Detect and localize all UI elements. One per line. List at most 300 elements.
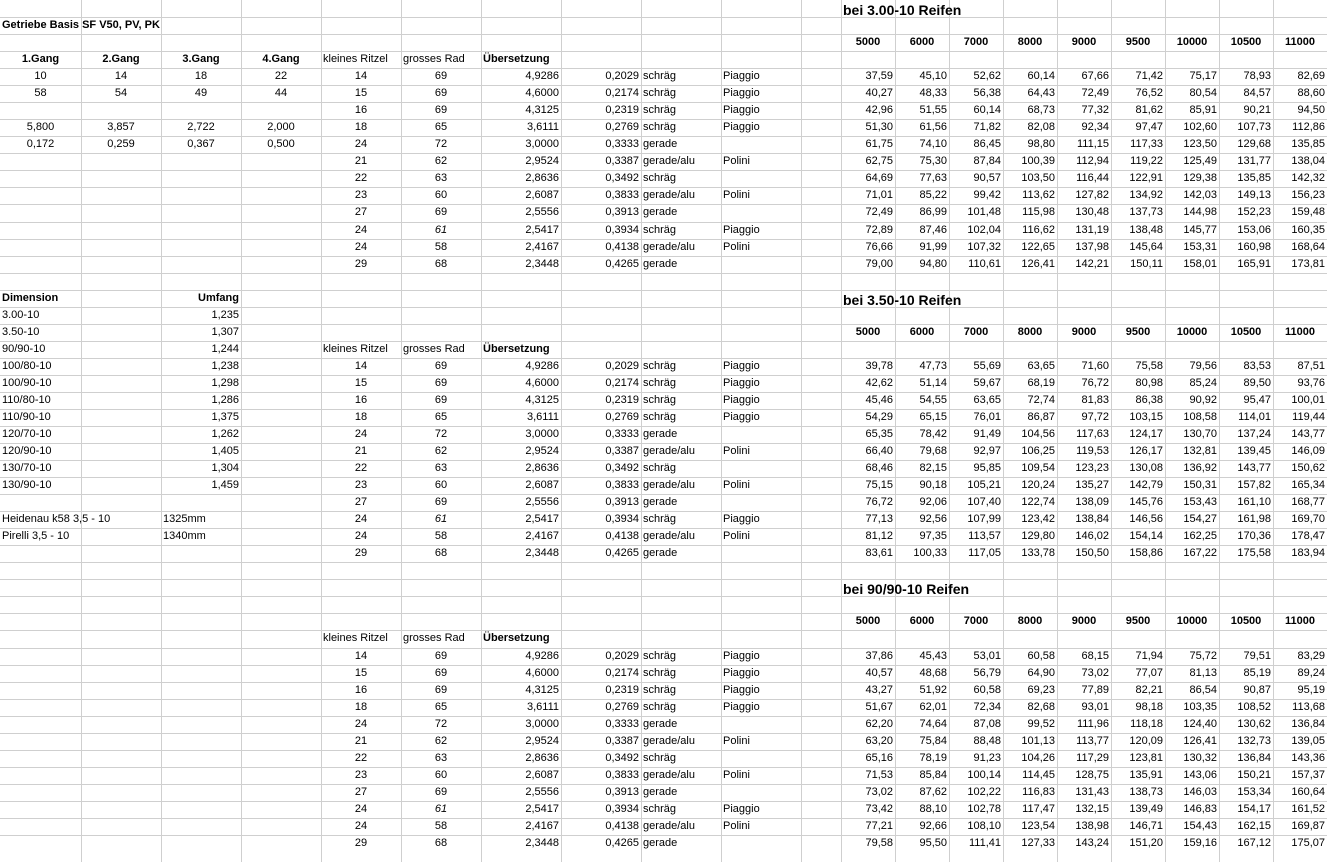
rad-value[interactable]: 65 bbox=[434, 701, 448, 713]
speed-value[interactable]: 56,38 bbox=[973, 87, 1001, 99]
speed-value[interactable]: 92,56 bbox=[919, 513, 947, 525]
speed-value[interactable]: 45,46 bbox=[865, 394, 893, 406]
umfang-value[interactable]: 1,238 bbox=[211, 360, 239, 372]
speed-value[interactable]: 95,19 bbox=[1297, 684, 1325, 696]
speed-value[interactable]: 175,58 bbox=[1237, 547, 1271, 559]
speed-value[interactable]: 131,77 bbox=[1237, 155, 1271, 167]
umfang-value[interactable]: 1,298 bbox=[211, 377, 239, 389]
manufacturer[interactable]: Piaggio bbox=[723, 667, 760, 679]
uebersetzung-value[interactable]: 2,4167 bbox=[525, 820, 559, 832]
speed-value[interactable]: 122,65 bbox=[1021, 241, 1055, 253]
speed-value[interactable]: 97,72 bbox=[1081, 411, 1109, 423]
speed-value[interactable]: 139,05 bbox=[1291, 735, 1325, 747]
ritzel-value[interactable]: 29 bbox=[354, 258, 368, 270]
uebersetzung-value[interactable]: 2,5556 bbox=[525, 786, 559, 798]
rpm-header[interactable]: 5000 bbox=[855, 326, 881, 338]
rad-header[interactable]: grosses Rad bbox=[403, 343, 465, 355]
tire-model-umfang[interactable]: 1340mm bbox=[163, 530, 206, 542]
speed-value[interactable]: 61,56 bbox=[919, 121, 947, 133]
speed-value[interactable]: 75,72 bbox=[1189, 650, 1217, 662]
speed-value[interactable]: 142,21 bbox=[1075, 258, 1109, 270]
umfang-value[interactable]: 1,304 bbox=[211, 462, 239, 474]
speed-value[interactable]: 129,80 bbox=[1021, 530, 1055, 542]
speed-value[interactable]: 132,81 bbox=[1183, 445, 1217, 457]
tire-model-label[interactable]: Pirelli 3,5 - 10 bbox=[2, 530, 70, 542]
speed-value[interactable]: 88,60 bbox=[1297, 87, 1325, 99]
gear-value[interactable]: 18 bbox=[194, 70, 208, 82]
speed-value[interactable]: 100,14 bbox=[967, 769, 1001, 781]
rad-value[interactable]: 69 bbox=[434, 360, 448, 372]
speed-value[interactable]: 167,12 bbox=[1237, 837, 1271, 849]
speed-value[interactable]: 131,43 bbox=[1075, 786, 1109, 798]
speed-value[interactable]: 178,47 bbox=[1291, 530, 1325, 542]
speed-value[interactable]: 107,40 bbox=[967, 496, 1001, 508]
sheet-title[interactable]: Getriebe Basis SF V50, PV, PK bbox=[2, 19, 160, 31]
uebersetzung-value[interactable]: 4,3125 bbox=[525, 394, 559, 406]
speed-value[interactable]: 154,27 bbox=[1183, 513, 1217, 525]
speed-value[interactable]: 153,31 bbox=[1183, 241, 1217, 253]
gear-value[interactable] bbox=[161, 102, 241, 119]
speed-value[interactable]: 167,22 bbox=[1183, 547, 1217, 559]
ratio-value[interactable]: 0,2769 bbox=[605, 121, 639, 133]
section-title[interactable]: bei 3.50-10 Reifen bbox=[843, 292, 962, 308]
speed-value[interactable]: 66,40 bbox=[865, 445, 893, 457]
gear-type[interactable]: gerade bbox=[643, 786, 678, 798]
gear-value[interactable]: 10 bbox=[34, 70, 47, 82]
speed-value[interactable]: 111,41 bbox=[968, 837, 1001, 849]
speed-value[interactable]: 79,56 bbox=[1189, 360, 1217, 372]
speed-value[interactable]: 175,07 bbox=[1291, 837, 1325, 849]
speed-value[interactable]: 114,45 bbox=[1022, 769, 1055, 781]
speed-value[interactable]: 145,77 bbox=[1183, 224, 1217, 236]
section-title[interactable]: bei 3.00-10 Reifen bbox=[843, 2, 962, 18]
speed-value[interactable]: 124,40 bbox=[1183, 718, 1217, 730]
gear-type[interactable]: gerade/alu bbox=[643, 241, 695, 253]
uebersetzung-value[interactable]: 3,0000 bbox=[525, 428, 559, 440]
speed-value[interactable]: 133,78 bbox=[1021, 547, 1055, 559]
speed-value[interactable]: 154,17 bbox=[1237, 803, 1271, 815]
gear-type[interactable]: schräg bbox=[643, 104, 677, 116]
speed-value[interactable]: 101,13 bbox=[1021, 735, 1055, 747]
rad-value[interactable]: 62 bbox=[434, 155, 448, 167]
speed-value[interactable]: 77,21 bbox=[865, 820, 893, 832]
rpm-header[interactable]: 6000 bbox=[909, 615, 935, 627]
speed-value[interactable]: 156,23 bbox=[1291, 189, 1325, 201]
speed-value[interactable]: 51,30 bbox=[865, 121, 893, 133]
speed-value[interactable]: 83,53 bbox=[1243, 360, 1271, 372]
rpm-header[interactable]: 9000 bbox=[1071, 36, 1097, 48]
speed-value[interactable]: 161,52 bbox=[1291, 803, 1325, 815]
speed-value[interactable]: 123,42 bbox=[1021, 513, 1055, 525]
speed-value[interactable]: 120,24 bbox=[1021, 479, 1055, 491]
gear-type[interactable]: gerade bbox=[643, 258, 678, 270]
manufacturer[interactable]: Polini bbox=[723, 241, 750, 253]
ratio-value[interactable]: 0,2174 bbox=[605, 667, 639, 679]
speed-value[interactable]: 85,22 bbox=[919, 189, 947, 201]
uebersetzung-value[interactable]: 3,6111 bbox=[526, 411, 559, 423]
rad-value[interactable]: 69 bbox=[434, 684, 448, 696]
rad-value[interactable]: 61 bbox=[434, 224, 448, 236]
speed-value[interactable]: 79,68 bbox=[919, 445, 947, 457]
speed-value[interactable]: 169,70 bbox=[1291, 513, 1325, 525]
rpm-header[interactable]: 9000 bbox=[1071, 326, 1097, 338]
uebersetzung-value[interactable]: 2,9524 bbox=[525, 445, 559, 457]
speed-value[interactable]: 48,33 bbox=[919, 87, 947, 99]
speed-value[interactable]: 130,70 bbox=[1183, 428, 1217, 440]
manufacturer[interactable]: Polini bbox=[723, 820, 750, 832]
speed-value[interactable]: 73,02 bbox=[865, 786, 893, 798]
speed-value[interactable]: 94,80 bbox=[919, 258, 947, 270]
speed-value[interactable]: 82,15 bbox=[919, 462, 947, 474]
speed-value[interactable]: 115,98 bbox=[1022, 206, 1055, 218]
rad-header[interactable]: grosses Rad bbox=[403, 632, 465, 644]
umfang-value[interactable]: 1,307 bbox=[211, 326, 239, 338]
rad-value[interactable]: 65 bbox=[434, 121, 448, 133]
ritzel-value[interactable]: 14 bbox=[354, 360, 368, 372]
speed-value[interactable]: 112,94 bbox=[1076, 155, 1109, 167]
speed-value[interactable]: 130,08 bbox=[1129, 462, 1163, 474]
speed-value[interactable]: 119,22 bbox=[1130, 155, 1163, 167]
ritzel-header[interactable]: kleines Ritzel bbox=[323, 53, 388, 65]
speed-value[interactable]: 59,67 bbox=[973, 377, 1001, 389]
uebersetzung-value[interactable]: 4,6000 bbox=[525, 87, 559, 99]
speed-value[interactable]: 119,53 bbox=[1076, 445, 1109, 457]
gear-value[interactable]: 5,800 bbox=[26, 121, 55, 133]
speed-value[interactable]: 144,98 bbox=[1183, 206, 1217, 218]
speed-value[interactable]: 76,72 bbox=[1081, 377, 1109, 389]
speed-value[interactable]: 145,76 bbox=[1129, 496, 1163, 508]
uebersetzung-value[interactable]: 2,5556 bbox=[525, 496, 559, 508]
speed-value[interactable]: 91,23 bbox=[973, 752, 1001, 764]
speed-value[interactable]: 117,63 bbox=[1076, 428, 1109, 440]
speed-value[interactable]: 102,78 bbox=[967, 803, 1001, 815]
ritzel-value[interactable]: 29 bbox=[354, 547, 368, 559]
gear-type[interactable]: gerade/alu bbox=[643, 445, 695, 457]
speed-value[interactable]: 92,06 bbox=[919, 496, 947, 508]
ratio-value[interactable]: 0,3913 bbox=[605, 206, 639, 218]
ratio-value[interactable]: 0,2029 bbox=[605, 70, 639, 82]
speed-value[interactable]: 100,39 bbox=[1021, 155, 1055, 167]
speed-value[interactable]: 68,15 bbox=[1081, 650, 1109, 662]
speed-value[interactable]: 87,84 bbox=[973, 155, 1001, 167]
speed-value[interactable]: 45,43 bbox=[919, 650, 947, 662]
speed-value[interactable]: 150,62 bbox=[1291, 462, 1325, 474]
rpm-header[interactable]: 10000 bbox=[1176, 615, 1208, 627]
uebersetzung-value[interactable]: 2,9524 bbox=[525, 155, 559, 167]
dimension-label[interactable]: 3.00-10 bbox=[2, 309, 40, 321]
speed-value[interactable]: 100,01 bbox=[1291, 394, 1325, 406]
manufacturer[interactable]: Piaggio bbox=[723, 377, 760, 389]
speed-value[interactable]: 103,15 bbox=[1129, 411, 1163, 423]
ritzel-header[interactable]: kleines Ritzel bbox=[323, 343, 388, 355]
gear-value[interactable]: 0,367 bbox=[187, 138, 215, 150]
dimension-label[interactable]: 130/90-10 bbox=[2, 479, 52, 491]
speed-value[interactable]: 72,34 bbox=[973, 701, 1001, 713]
umfang-value[interactable]: 1,286 bbox=[211, 394, 239, 406]
gear-type[interactable]: gerade/alu bbox=[643, 820, 695, 832]
speed-value[interactable]: 98,80 bbox=[1027, 138, 1055, 150]
manufacturer[interactable]: Piaggio bbox=[723, 121, 760, 133]
uebersetzung-value[interactable]: 2,5417 bbox=[525, 513, 559, 525]
ratio-value[interactable]: 0,3333 bbox=[605, 138, 639, 150]
speed-value[interactable]: 150,50 bbox=[1075, 547, 1109, 559]
speed-value[interactable]: 68,73 bbox=[1027, 104, 1055, 116]
ritzel-header[interactable]: kleines Ritzel bbox=[323, 632, 388, 644]
speed-value[interactable]: 60,14 bbox=[1027, 70, 1055, 82]
speed-value[interactable]: 71,01 bbox=[865, 189, 893, 201]
speed-value[interactable]: 95,47 bbox=[1243, 394, 1271, 406]
speed-value[interactable]: 143,24 bbox=[1075, 837, 1109, 849]
rpm-header[interactable]: 11000 bbox=[1285, 326, 1315, 338]
speed-value[interactable]: 77,07 bbox=[1135, 667, 1163, 679]
rad-header[interactable]: grosses Rad bbox=[403, 53, 465, 65]
speed-value[interactable]: 75,15 bbox=[865, 479, 893, 491]
speed-value[interactable]: 102,60 bbox=[1183, 121, 1217, 133]
speed-value[interactable]: 150,31 bbox=[1183, 479, 1217, 491]
ritzel-value[interactable]: 27 bbox=[354, 786, 368, 798]
speed-value[interactable]: 65,15 bbox=[919, 411, 947, 423]
speed-value[interactable]: 159,48 bbox=[1291, 206, 1325, 218]
speed-value[interactable]: 77,89 bbox=[1081, 684, 1109, 696]
manufacturer[interactable] bbox=[721, 460, 801, 477]
rpm-header[interactable]: 10500 bbox=[1230, 615, 1262, 627]
speed-value[interactable]: 86,45 bbox=[973, 138, 1001, 150]
speed-value[interactable]: 113,68 bbox=[1292, 701, 1325, 713]
ratio-value[interactable]: 0,4138 bbox=[605, 820, 639, 832]
speed-value[interactable]: 137,73 bbox=[1129, 206, 1163, 218]
uebersetzung-value[interactable]: 2,8636 bbox=[525, 462, 559, 474]
ratio-value[interactable]: 0,2029 bbox=[605, 650, 639, 662]
speed-value[interactable]: 90,87 bbox=[1243, 684, 1271, 696]
speed-value[interactable]: 103,50 bbox=[1021, 172, 1055, 184]
dimension-label[interactable]: 90/90-10 bbox=[2, 343, 46, 355]
speed-value[interactable]: 127,33 bbox=[1021, 837, 1055, 849]
speed-value[interactable]: 81,12 bbox=[865, 530, 893, 542]
speed-value[interactable]: 135,91 bbox=[1129, 769, 1163, 781]
speed-value[interactable]: 123,81 bbox=[1129, 752, 1163, 764]
speed-value[interactable]: 127,82 bbox=[1075, 189, 1109, 201]
speed-value[interactable]: 130,32 bbox=[1183, 752, 1217, 764]
speed-value[interactable]: 71,60 bbox=[1081, 360, 1109, 372]
speed-value[interactable]: 135,27 bbox=[1075, 479, 1109, 491]
gear-type[interactable]: schräg bbox=[643, 172, 677, 184]
speed-value[interactable]: 142,32 bbox=[1291, 172, 1325, 184]
rad-value[interactable]: 69 bbox=[434, 87, 448, 99]
ritzel-value[interactable]: 24 bbox=[354, 241, 368, 253]
gear-header[interactable]: 3.Gang bbox=[182, 53, 220, 65]
speed-value[interactable]: 102,22 bbox=[967, 786, 1001, 798]
speed-value[interactable]: 104,56 bbox=[1021, 428, 1055, 440]
rad-value[interactable]: 61 bbox=[434, 803, 448, 815]
gear-type[interactable]: schräg bbox=[643, 87, 677, 99]
ritzel-value[interactable]: 15 bbox=[354, 667, 368, 679]
speed-value[interactable]: 126,17 bbox=[1129, 445, 1163, 457]
manufacturer[interactable]: Polini bbox=[723, 530, 750, 542]
speed-value[interactable]: 161,10 bbox=[1237, 496, 1271, 508]
rad-value[interactable]: 58 bbox=[434, 820, 448, 832]
speed-value[interactable]: 76,01 bbox=[973, 411, 1001, 423]
speed-value[interactable]: 146,56 bbox=[1129, 513, 1163, 525]
ratio-value[interactable]: 0,2319 bbox=[605, 104, 639, 116]
speed-value[interactable]: 90,92 bbox=[1189, 394, 1217, 406]
speed-value[interactable]: 88,48 bbox=[973, 735, 1001, 747]
speed-value[interactable]: 82,68 bbox=[1027, 701, 1055, 713]
manufacturer[interactable] bbox=[721, 750, 801, 767]
ritzel-value[interactable]: 16 bbox=[354, 684, 368, 696]
uebersetzung-value[interactable]: 2,3448 bbox=[525, 258, 559, 270]
manufacturer[interactable]: Piaggio bbox=[723, 104, 760, 116]
gear-type[interactable]: gerade bbox=[643, 547, 678, 559]
ritzel-value[interactable]: 24 bbox=[354, 820, 368, 832]
speed-value[interactable]: 138,98 bbox=[1075, 820, 1109, 832]
speed-value[interactable]: 160,35 bbox=[1291, 224, 1325, 236]
speed-value[interactable]: 87,51 bbox=[1297, 360, 1325, 372]
rpm-header[interactable]: 9000 bbox=[1071, 615, 1097, 627]
speed-value[interactable]: 107,99 bbox=[967, 513, 1001, 525]
rpm-header[interactable]: 5000 bbox=[855, 36, 881, 48]
speed-value[interactable]: 158,01 bbox=[1183, 258, 1217, 270]
speed-value[interactable]: 79,51 bbox=[1243, 650, 1271, 662]
rpm-header[interactable]: 9500 bbox=[1125, 36, 1151, 48]
gear-type[interactable]: schräg bbox=[643, 684, 677, 696]
gear-type[interactable]: gerade/alu bbox=[643, 530, 695, 542]
speed-value[interactable]: 160,64 bbox=[1291, 786, 1325, 798]
speed-value[interactable]: 123,54 bbox=[1021, 820, 1055, 832]
speed-value[interactable]: 47,73 bbox=[919, 360, 947, 372]
speed-value[interactable]: 37,86 bbox=[865, 650, 893, 662]
gear-value[interactable]: 49 bbox=[194, 87, 208, 99]
speed-value[interactable]: 103,35 bbox=[1183, 701, 1217, 713]
rad-value[interactable]: 69 bbox=[434, 377, 448, 389]
gear-type[interactable]: gerade bbox=[643, 496, 678, 508]
speed-value[interactable]: 71,94 bbox=[1135, 650, 1163, 662]
speed-value[interactable]: 56,79 bbox=[973, 667, 1001, 679]
ritzel-value[interactable]: 23 bbox=[354, 769, 368, 781]
umfang-value[interactable]: 1,375 bbox=[211, 411, 239, 423]
ratio-value[interactable]: 0,3333 bbox=[605, 428, 639, 440]
speed-value[interactable]: 97,35 bbox=[919, 530, 947, 542]
speed-value[interactable]: 63,65 bbox=[973, 394, 1001, 406]
speed-value[interactable]: 43,27 bbox=[865, 684, 893, 696]
speed-value[interactable]: 95,50 bbox=[919, 837, 947, 849]
speed-value[interactable]: 62,75 bbox=[865, 155, 893, 167]
manufacturer[interactable]: Piaggio bbox=[723, 70, 760, 82]
ritzel-value[interactable]: 24 bbox=[354, 530, 368, 542]
speed-value[interactable]: 129,68 bbox=[1237, 138, 1271, 150]
speed-value[interactable]: 153,06 bbox=[1237, 224, 1271, 236]
ritzel-value[interactable]: 15 bbox=[354, 87, 368, 99]
rad-value[interactable]: 68 bbox=[434, 837, 448, 849]
manufacturer[interactable]: Piaggio bbox=[723, 684, 760, 696]
gear-value[interactable]: 14 bbox=[114, 70, 128, 82]
dimension-label[interactable]: 100/90-10 bbox=[2, 377, 52, 389]
speed-value[interactable]: 183,94 bbox=[1291, 547, 1325, 559]
speed-value[interactable]: 170,36 bbox=[1237, 530, 1271, 542]
ritzel-value[interactable]: 16 bbox=[354, 394, 368, 406]
speed-value[interactable]: 40,57 bbox=[865, 667, 893, 679]
speed-value[interactable]: 42,62 bbox=[865, 377, 893, 389]
speed-value[interactable]: 143,36 bbox=[1291, 752, 1325, 764]
speed-value[interactable]: 73,42 bbox=[865, 803, 893, 815]
ratio-value[interactable]: 0,3833 bbox=[605, 189, 639, 201]
ratio-value[interactable]: 0,3387 bbox=[605, 735, 639, 747]
speed-value[interactable]: 161,98 bbox=[1237, 513, 1271, 525]
rad-value[interactable]: 72 bbox=[434, 718, 448, 730]
speed-value[interactable]: 117,29 bbox=[1076, 752, 1109, 764]
speed-value[interactable]: 65,16 bbox=[865, 752, 893, 764]
speed-value[interactable]: 120,09 bbox=[1129, 735, 1163, 747]
manufacturer[interactable]: Polini bbox=[723, 769, 750, 781]
speed-value[interactable]: 129,38 bbox=[1183, 172, 1217, 184]
gear-value[interactable]: 44 bbox=[274, 87, 288, 99]
speed-value[interactable]: 106,25 bbox=[1021, 445, 1055, 457]
gear-type[interactable]: gerade bbox=[643, 138, 678, 150]
speed-value[interactable]: 130,62 bbox=[1237, 718, 1271, 730]
uebersetzung-value[interactable]: 4,9286 bbox=[525, 360, 559, 372]
ratio-value[interactable]: 0,3387 bbox=[605, 155, 639, 167]
speed-value[interactable]: 150,21 bbox=[1237, 769, 1271, 781]
speed-value[interactable]: 95,85 bbox=[973, 462, 1001, 474]
rpm-header[interactable]: 9500 bbox=[1125, 615, 1151, 627]
rpm-header[interactable]: 6000 bbox=[909, 36, 935, 48]
speed-value[interactable]: 153,43 bbox=[1183, 496, 1217, 508]
speed-value[interactable]: 146,03 bbox=[1183, 786, 1217, 798]
uebersetzung-value[interactable]: 3,0000 bbox=[525, 718, 559, 730]
gear-type[interactable]: gerade bbox=[643, 428, 678, 440]
speed-value[interactable]: 75,84 bbox=[919, 735, 947, 747]
speed-value[interactable]: 98,18 bbox=[1135, 701, 1163, 713]
speed-value[interactable]: 123,23 bbox=[1075, 462, 1109, 474]
uebersetzung-value[interactable]: 2,6087 bbox=[525, 769, 559, 781]
dimension-header[interactable]: Dimension bbox=[2, 292, 59, 304]
speed-value[interactable]: 71,42 bbox=[1135, 70, 1163, 82]
gear-value[interactable]: 0,172 bbox=[26, 138, 55, 150]
rad-value[interactable]: 69 bbox=[434, 70, 448, 82]
speed-value[interactable]: 128,75 bbox=[1075, 769, 1109, 781]
ratio-value[interactable]: 0,2769 bbox=[605, 701, 639, 713]
speed-value[interactable]: 137,98 bbox=[1075, 241, 1109, 253]
dimension-label[interactable]: 120/70-10 bbox=[2, 428, 52, 440]
speed-value[interactable]: 124,17 bbox=[1129, 428, 1163, 440]
gear-type[interactable]: gerade/alu bbox=[643, 769, 695, 781]
ritzel-value[interactable]: 27 bbox=[354, 496, 368, 508]
speed-value[interactable]: 52,62 bbox=[973, 70, 1001, 82]
ritzel-value[interactable]: 24 bbox=[354, 428, 368, 440]
gear-value[interactable]: 3,857 bbox=[107, 121, 135, 133]
speed-value[interactable]: 104,26 bbox=[1021, 752, 1055, 764]
gear-type[interactable]: schräg bbox=[643, 701, 677, 713]
speed-value[interactable]: 139,49 bbox=[1129, 803, 1163, 815]
speed-value[interactable]: 131,19 bbox=[1075, 224, 1109, 236]
speed-value[interactable]: 60,58 bbox=[973, 684, 1001, 696]
rad-value[interactable]: 63 bbox=[434, 462, 448, 474]
speed-value[interactable]: 132,73 bbox=[1237, 735, 1271, 747]
speed-value[interactable]: 157,37 bbox=[1291, 769, 1325, 781]
speed-value[interactable]: 78,19 bbox=[919, 752, 947, 764]
speed-value[interactable]: 92,34 bbox=[1081, 121, 1109, 133]
uebersetzung-value[interactable]: 2,6087 bbox=[525, 189, 559, 201]
gear-type[interactable]: schräg bbox=[643, 121, 677, 133]
speed-value[interactable]: 126,41 bbox=[1021, 258, 1055, 270]
rpm-header[interactable]: 10500 bbox=[1230, 36, 1262, 48]
gear-type[interactable]: schräg bbox=[643, 394, 677, 406]
speed-value[interactable]: 173,81 bbox=[1291, 258, 1325, 270]
ritzel-value[interactable]: 29 bbox=[354, 837, 368, 849]
speed-value[interactable]: 86,38 bbox=[1135, 394, 1163, 406]
manufacturer[interactable]: Piaggio bbox=[723, 224, 760, 236]
speed-value[interactable]: 152,23 bbox=[1237, 206, 1271, 218]
uebersetzung-value[interactable]: 4,6000 bbox=[525, 667, 559, 679]
